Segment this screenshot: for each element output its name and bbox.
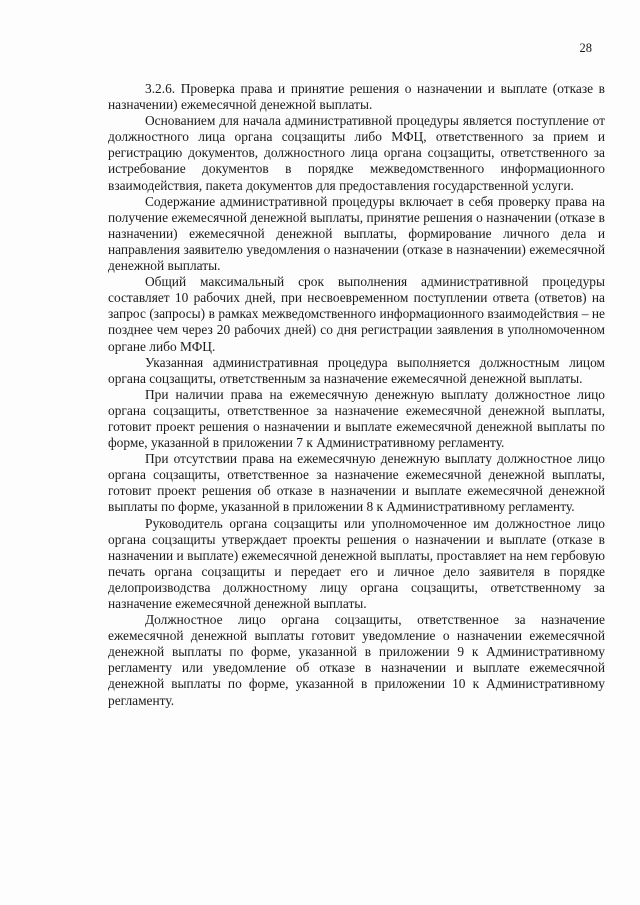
paragraph-right-present: При наличии права на ежемесячную денежную выплату должностное лицо органа соцзащиты, ответственное за назначение ежемесячной денежной выплаты, готовит проект решения о назначении и выплате ежемесячной денежной выплаты по форме, указанной в приложении 7 к Административному регламенту. [108,386,605,451]
document-body [108,81,605,709]
section-heading: 3.2.6. Проверка права и принятие решения о назначении и выплате (отказе в назначении) ежемесячной денежной выплаты. [108,81,605,113]
paragraph-deadline: Общий максимальный срок выполнения административной процедуры составляет 10 рабочих дней, при несвоевременном поступлении ответа (ответов) на запрос (запросы) в рамках межведомственного информационного взаимодействия – не позднее чем через 20 рабочих дней) со дня регистрации заявления в уполномоченном органе либо МФЦ. [108,274,605,354]
paragraph-notification: Должностное лицо органа соцзащиты, ответственное за назначение ежемесячной денежной выплаты готовит уведомление о назначении ежемесячной денежной выплаты по форме, указанной в приложении 9 к Административному регламенту или уведомление об отказе в назначении и выплате ежемесячной денежной выплаты по форме, указанной в приложении 10 к Административному регламенту. [108,612,605,708]
paragraph-content: Содержание административной процедуры включает в себя проверку права на получение ежемесячной денежной выплаты, принятие решения о назначении (отказе в назначении) ежемесячной денежной выплаты, формирование личного дела и направления заявителю уведомления о назначении (отказе в назначении) ежемесячной денежной выплаты. [108,193,605,274]
paragraph-basis: Основанием для начала административной процедуры является поступление от должностного лица органа соцзащиты либо МФЦ, ответственного за прием и регистрацию документов, должностного лица органа соцзащиты, ответственного за истребование документов в порядке межведомственного информационного взаимодействия, пакета документов для предоставления государственной услуги. [108,113,605,193]
paragraph-right-absent: При отсутствии права на ежемесячную денежную выплату должностное лицо органа соцзащиты, ответственное за назначение ежемесячной денежной выплаты, готовит проект решения об отказе в назначении и выплате ежемесячной денежной выплаты по форме, указанной в приложении 8 к Административному регламенту. [108,451,605,515]
paragraph-responsible: Указанная административная процедура выполняется должностным лицом органа соцзащиты, ответственным за назначение ежемесячной денежной выплаты. [108,354,605,386]
page-number: 28 [579,41,592,55]
paragraph-head-approval: Руководитель органа соцзащиты или уполномоченное им должностное лицо органа соцзащиты утверждает проекты решения о назначении и выплате (отказе в назначении и выплате) ежемесячной денежной выплаты, проставляет на нем гербовую печать органа соцзащиты и передает его и личное дело заявителя в порядке делопроизводства должностному лицу органа соцзащиты, ответственному за назначение ежемесячной денежной выплаты. [108,515,605,611]
